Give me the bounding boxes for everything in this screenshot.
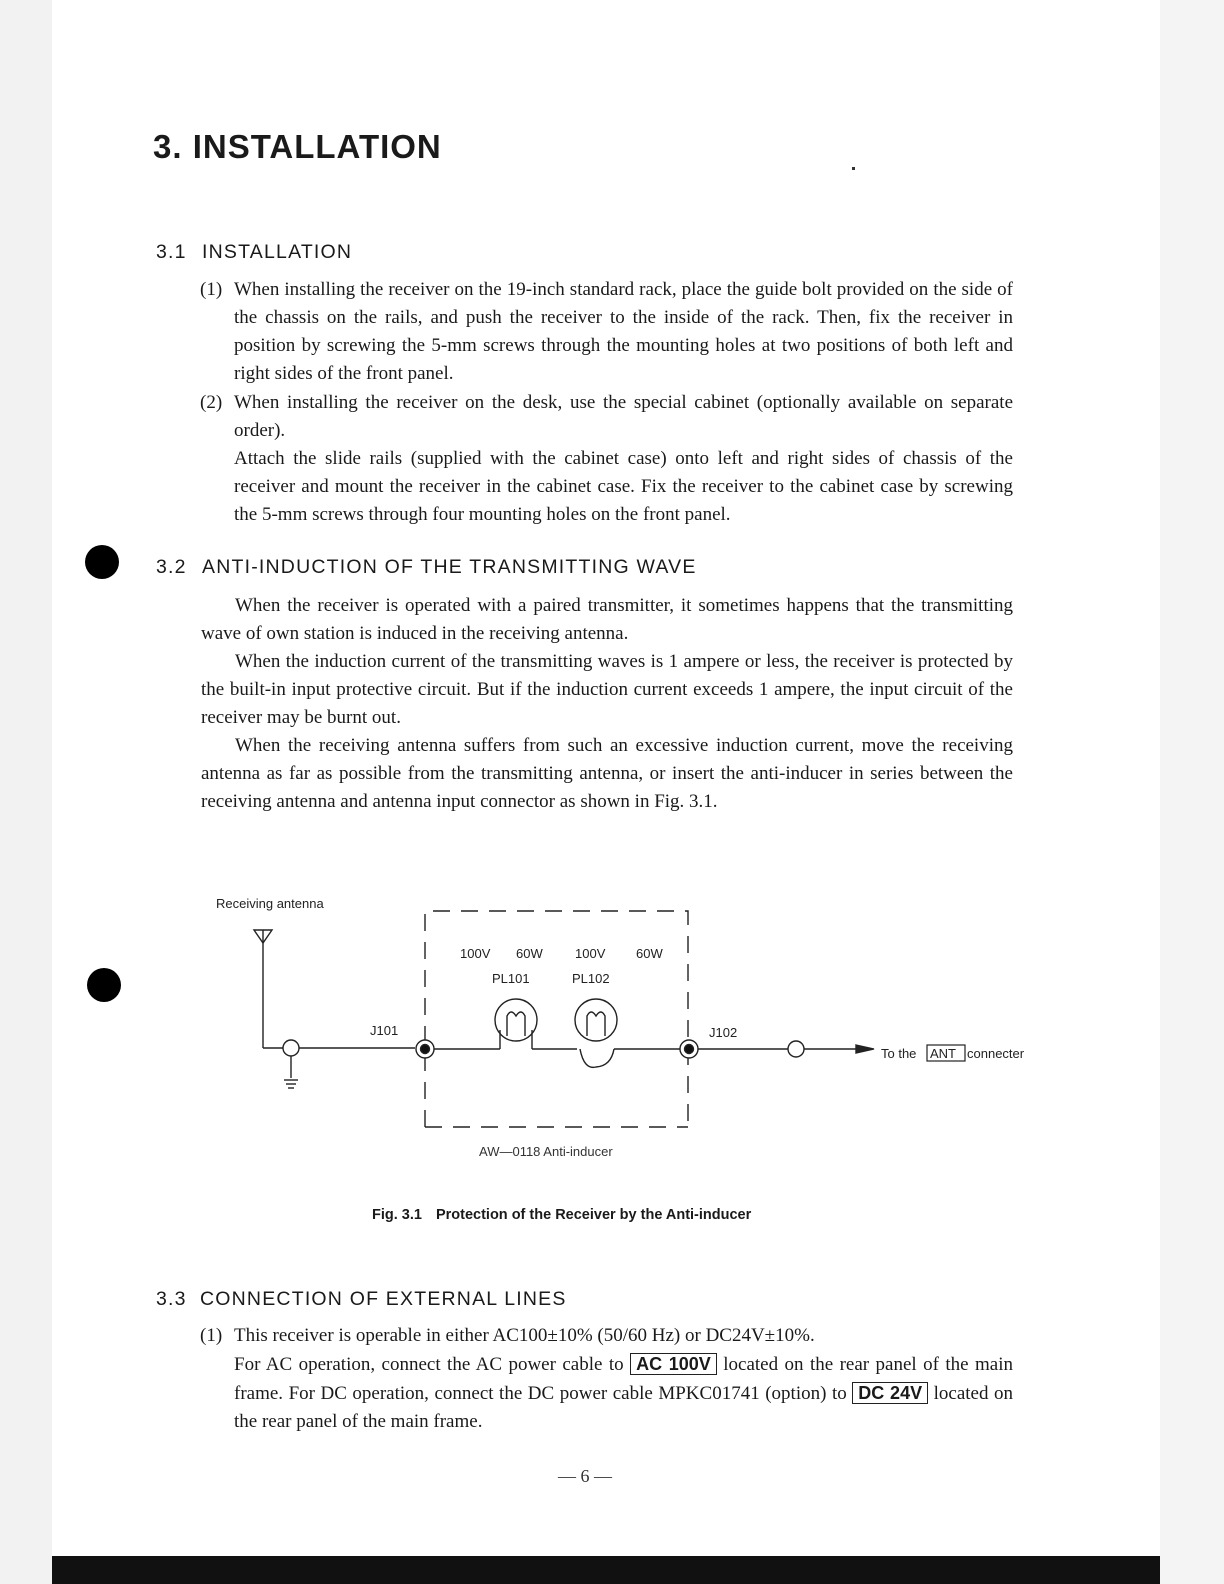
paragraph: When the induction current of the transmitting waves is 1 ampere or less, the receiver is protected by the built-in input protective circuit. But if the induction current exceeds 1 ampere, the input circuit of the receiver may be burnt out. [201, 651, 1013, 728]
list-item-text: When installing the receiver on the desk, use the special cabinet (optionally available on separate order). [234, 392, 1013, 441]
list-item-text-continued [234, 1350, 1013, 1436]
section-title: ANTI-INDUCTION OF THE TRANSMITTING WAVE [202, 556, 697, 578]
list-item-label: (2) [200, 392, 223, 413]
lamp1-voltage: 100V [460, 946, 491, 961]
ac-100v-box: AC 100V [630, 1353, 717, 1375]
figure-caption [372, 1207, 751, 1223]
section-3-3-heading [156, 1288, 567, 1311]
ant-box-label: ANT [930, 1046, 956, 1061]
jack2-label: J102 [709, 1025, 738, 1040]
lamp1-ref: PL101 [492, 971, 530, 986]
figure-caption-text: Protection of the Receiver by the Anti-inducer [435, 1207, 752, 1223]
figure-number: Fig. 3.1 [372, 1207, 422, 1223]
jack1-label: J101 [370, 1023, 399, 1038]
dc-24v-box: DC 24V [852, 1382, 928, 1404]
anti-inducer-box-outline [425, 911, 688, 1127]
paragraph: When the receiving antenna suffers from such an excessive induction current, move the receiving antenna as far as possible from the transmitting antenna, or insert the anti-inducer in series between the receiving antenna and antenna input connector as shown in Fig. 3.1. [201, 735, 1013, 812]
connecter-label: connecter [967, 1046, 1025, 1061]
section-number: 3.2 [156, 556, 187, 578]
page-number: — 6 — [558, 1466, 612, 1486]
anti-inducer-label: AW—0118 Anti-inducer [479, 1144, 613, 1159]
lamp2-power: 60W [636, 946, 663, 961]
ac-instruction: For AC operation, connect the AC power cable to [234, 1354, 624, 1375]
lamp2-ref: PL102 [572, 971, 610, 986]
section-number: 3.3 [156, 1288, 187, 1310]
lamp2-voltage: 100V [575, 946, 606, 961]
list-item-label: (1) [200, 1325, 223, 1346]
list-item-label: (1) [200, 279, 223, 300]
output-connector-icon [788, 1041, 804, 1057]
section-title: CONNECTION OF EXTERNAL LINES [200, 1288, 567, 1310]
receiving-antenna-label: Receiving antenna [216, 896, 324, 911]
section-title: INSTALLATION [202, 241, 353, 263]
paragraph: When the receiver is operated with a paired transmitter, it sometimes happens that the transmitting wave of own station is induced in the receiving antenna. [201, 595, 1013, 644]
pl102-lamp-icon [575, 999, 617, 1041]
list-item [200, 1322, 1014, 1436]
section-number: 3.1 [156, 241, 187, 263]
scan-border-bottom [52, 1556, 1160, 1584]
chapter-title: 3. INSTALLATION [153, 128, 442, 165]
dc-instruction-end: located on the rear panel of the main frame. [234, 1383, 1014, 1432]
arrow-right-icon [856, 1045, 874, 1053]
input-connector-icon [283, 1040, 299, 1056]
list-item-text: When installing the receiver on the 19-inch standard rack, place the guide bolt provided on the side of the chassis on the rails, and push the receiver to the inside of the rack. Then, fix the receiver in position by screwing the 5-mm screws through the mounting holes at two positions of both left and right sides of the front panel. [234, 279, 1013, 384]
list-item-text-continued: Attach the slide rails (supplied with the cabinet case) onto left and right sides of chassis of the receiver and mount the receiver in the cabinet case. Fix the receiver to the cabinet case by screwing the 5-mm screws through four mounting holes on the front panel. [234, 448, 1013, 525]
list-item-text: This receiver is operable in either AC100±10% (50/60 Hz) or DC24V±10%. [234, 1325, 815, 1346]
lamp1-power: 60W [516, 946, 543, 961]
pl101-lamp-icon [495, 999, 537, 1041]
ac-instruction-cont: located on the rear panel of the main frame. For DC operation, connect the DC power cable MPKC01741 (option) to [234, 1354, 1014, 1404]
to-the-label: To the [881, 1046, 917, 1061]
